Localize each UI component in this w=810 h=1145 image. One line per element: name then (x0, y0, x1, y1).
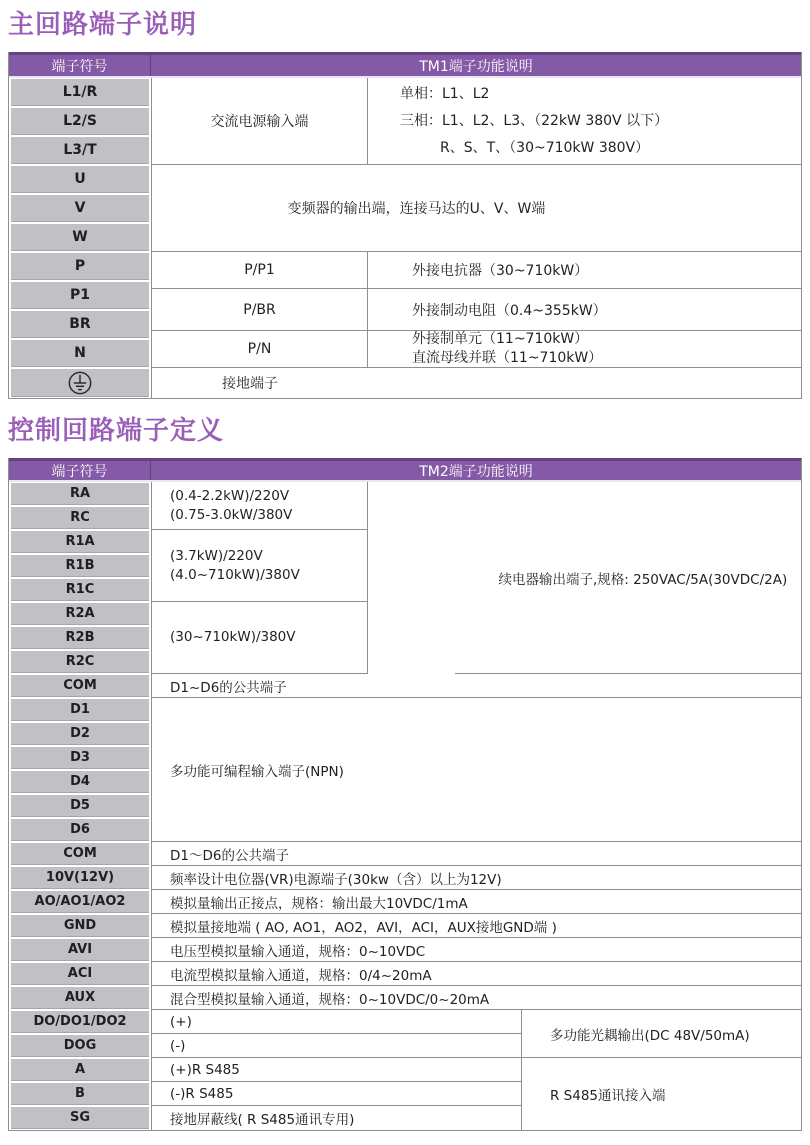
terminal-symbol: D2 (11, 723, 149, 745)
output-symbols (9, 165, 151, 252)
rs485-line-label: (-)R S485 (152, 1082, 522, 1106)
table2-header-symbol: 端子符号 (9, 461, 151, 480)
terminal-symbol: R2B (11, 627, 149, 649)
analog-desc: 模拟量输出正接点，规格：输出最大10VDC/1mA (152, 890, 801, 914)
com-band (9, 842, 801, 866)
power-line: 三相：L1、L2、L3、（22kW 380V 以下） (400, 112, 669, 129)
com-band (9, 674, 801, 698)
dc-subrow (152, 252, 801, 289)
power-input-detail (368, 78, 801, 165)
terminal-symbol: D5 (11, 795, 149, 817)
analog-desc: 模拟量接地端 ( AO, AO1，AO2，AVI，ACI，AUX接地GND端 ) (152, 914, 801, 938)
terminal-symbol: DO/DO1/DO2 (11, 1011, 149, 1033)
opto-band (9, 1010, 801, 1058)
terminal-symbol: ACI (11, 963, 149, 985)
terminal-symbol: AO/AO1/AO2 (11, 891, 149, 913)
terminal-symbol: R2A (11, 603, 149, 625)
com-desc: D1～D6的公共端子 (152, 842, 801, 866)
dc-pair-desc (368, 331, 801, 368)
terminal-symbol: P (11, 253, 149, 280)
rs485-line-label: (+)R S485 (152, 1058, 522, 1082)
dc-symbols (9, 252, 151, 368)
terminal-symbol: L3/T (11, 137, 149, 164)
terminal-symbol: R1C (11, 579, 149, 601)
power-input-band (9, 78, 801, 165)
output-desc: 变频器的输出端，连接马达的U、V、W端 (152, 165, 801, 252)
terminal-symbol: BR (11, 311, 149, 338)
terminal-symbol: A (11, 1059, 149, 1081)
table1-header-symbol: 端子符号 (9, 55, 151, 76)
control-terminal-table (8, 458, 802, 1131)
terminal-symbol: D3 (11, 747, 149, 769)
relay-rating-line: (0.4-2.2kW)/220V (170, 487, 290, 504)
relay-rating (152, 602, 368, 674)
relay-rating-line: (3.7kW)/220V (170, 547, 263, 564)
analog-row (9, 866, 801, 890)
analog-row (9, 938, 801, 962)
ground-symbol-cell (11, 369, 149, 397)
terminal-symbol: D1 (11, 699, 149, 721)
dc-subrow (152, 289, 801, 331)
analog-row (9, 890, 801, 914)
dc-pair-desc: 外接制动电阻（0.4~355kW） (368, 289, 801, 331)
terminal-symbol: AUX (11, 987, 149, 1009)
control-circuit-title: 控制回路端子定义 (8, 416, 225, 446)
terminal-symbol: COM (11, 843, 149, 865)
terminal-symbol: B (11, 1083, 149, 1105)
com-desc: D1~D6的公共端子 (152, 674, 801, 698)
analog-row (9, 914, 801, 938)
terminal-symbol: N (11, 340, 149, 367)
dc-pair-label: P/BR (152, 289, 368, 331)
digital-symbols (9, 698, 151, 842)
opto-polarity: (-) (152, 1034, 522, 1058)
dc-pair-label: P/N (152, 331, 368, 368)
terminal-symbol: AVI (11, 939, 149, 961)
relay-desc: 续电器输出端子,规格: 250VAC/5A(30VDC/2A) (455, 482, 802, 674)
rs485-symbols (9, 1058, 151, 1130)
analog-desc: 混合型模拟量输入通道，规格：0~10VDC/0~20mA (152, 986, 801, 1010)
terminal-symbol: V (11, 195, 149, 222)
power-line: R、S、T、（30~710kW 380V） (440, 139, 650, 156)
digital-input-desc: 多功能可编程输入端子(NPN) (152, 698, 801, 842)
analog-row (9, 962, 801, 986)
terminal-symbol: L1/R (11, 79, 149, 106)
terminal-symbol: SG (11, 1107, 149, 1129)
relay-rating (152, 530, 368, 602)
power-line: 单相：L1、L2 (400, 85, 490, 102)
relay-rating (152, 482, 368, 530)
analog-desc: 电流型模拟量输入通道，规格：0/4~20mA (152, 962, 801, 986)
terminal-symbol: RC (11, 507, 149, 529)
table2-header-function: TM2端子功能说明 (419, 463, 533, 480)
relay-rating-line: (0.75-3.0kW/380V (170, 506, 293, 523)
power-input-label: 交流电源输入端 (152, 78, 368, 165)
relay-rating-line: (4.0~710kW)/380V (170, 566, 300, 583)
dc-subrow (152, 331, 801, 368)
rs485-band (9, 1058, 801, 1130)
terminal-symbol: R1A (11, 531, 149, 553)
terminal-symbol: R2C (11, 651, 149, 673)
output-band (9, 165, 801, 252)
opto-symbols (9, 1010, 151, 1058)
terminal-symbol: RA (11, 483, 149, 505)
terminal-symbol: DOG (11, 1035, 149, 1057)
analog-row (9, 986, 801, 1010)
terminal-symbol: R1B (11, 555, 149, 577)
analog-desc: 频率设计电位器(VR)电源端子(30kw（含）以上为12V) (152, 866, 801, 890)
table1-header-function: TM1端子功能说明 (419, 58, 533, 75)
opto-polarity: (+) (152, 1010, 522, 1034)
rs485-desc: R S485通讯接入端 (550, 1088, 666, 1104)
relay-rating-line: (30~710kW)/380V (170, 629, 296, 645)
digital-input-band (9, 698, 801, 842)
dc-desc-line: 直流母线并联（11~710kW） (412, 350, 603, 366)
power-symbols (9, 78, 151, 165)
terminal-symbol: W (11, 224, 149, 251)
rs485-line-label: 接地屏蔽线( R S485通讯专用) (152, 1106, 522, 1130)
ground-desc: 接地端子 (222, 376, 278, 392)
dc-pair-label: P/P1 (152, 252, 368, 289)
analog-desc: 电压型模拟量输入通道，规格：0~10VDC (152, 938, 801, 962)
dc-bus-band (9, 252, 801, 368)
ground-band (9, 368, 801, 398)
dc-pair-desc: 外接电抗器（30~710kW） (368, 252, 801, 289)
terminal-symbol: GND (11, 915, 149, 937)
main-circuit-title: 主回路端子说明 (8, 10, 198, 40)
main-terminal-table (8, 52, 802, 399)
terminal-symbol: COM (11, 675, 149, 697)
terminal-symbol: U (11, 166, 149, 193)
table1-header-row (9, 52, 801, 78)
terminal-symbol: L2/S (11, 108, 149, 135)
opto-desc: 多功能光耦输出(DC 48V/50mA) (522, 1010, 801, 1058)
earth-ground-icon (67, 370, 93, 396)
terminal-symbol: 10V(12V) (11, 867, 149, 889)
relay-symbols (9, 482, 151, 674)
terminal-symbol: D4 (11, 771, 149, 793)
dc-desc-line: 外接制单元（11~710kW） (412, 331, 589, 347)
terminal-symbol: D6 (11, 819, 149, 841)
terminal-symbol: P1 (11, 282, 149, 309)
table2-header-row (9, 458, 801, 482)
relay-band (9, 482, 801, 674)
